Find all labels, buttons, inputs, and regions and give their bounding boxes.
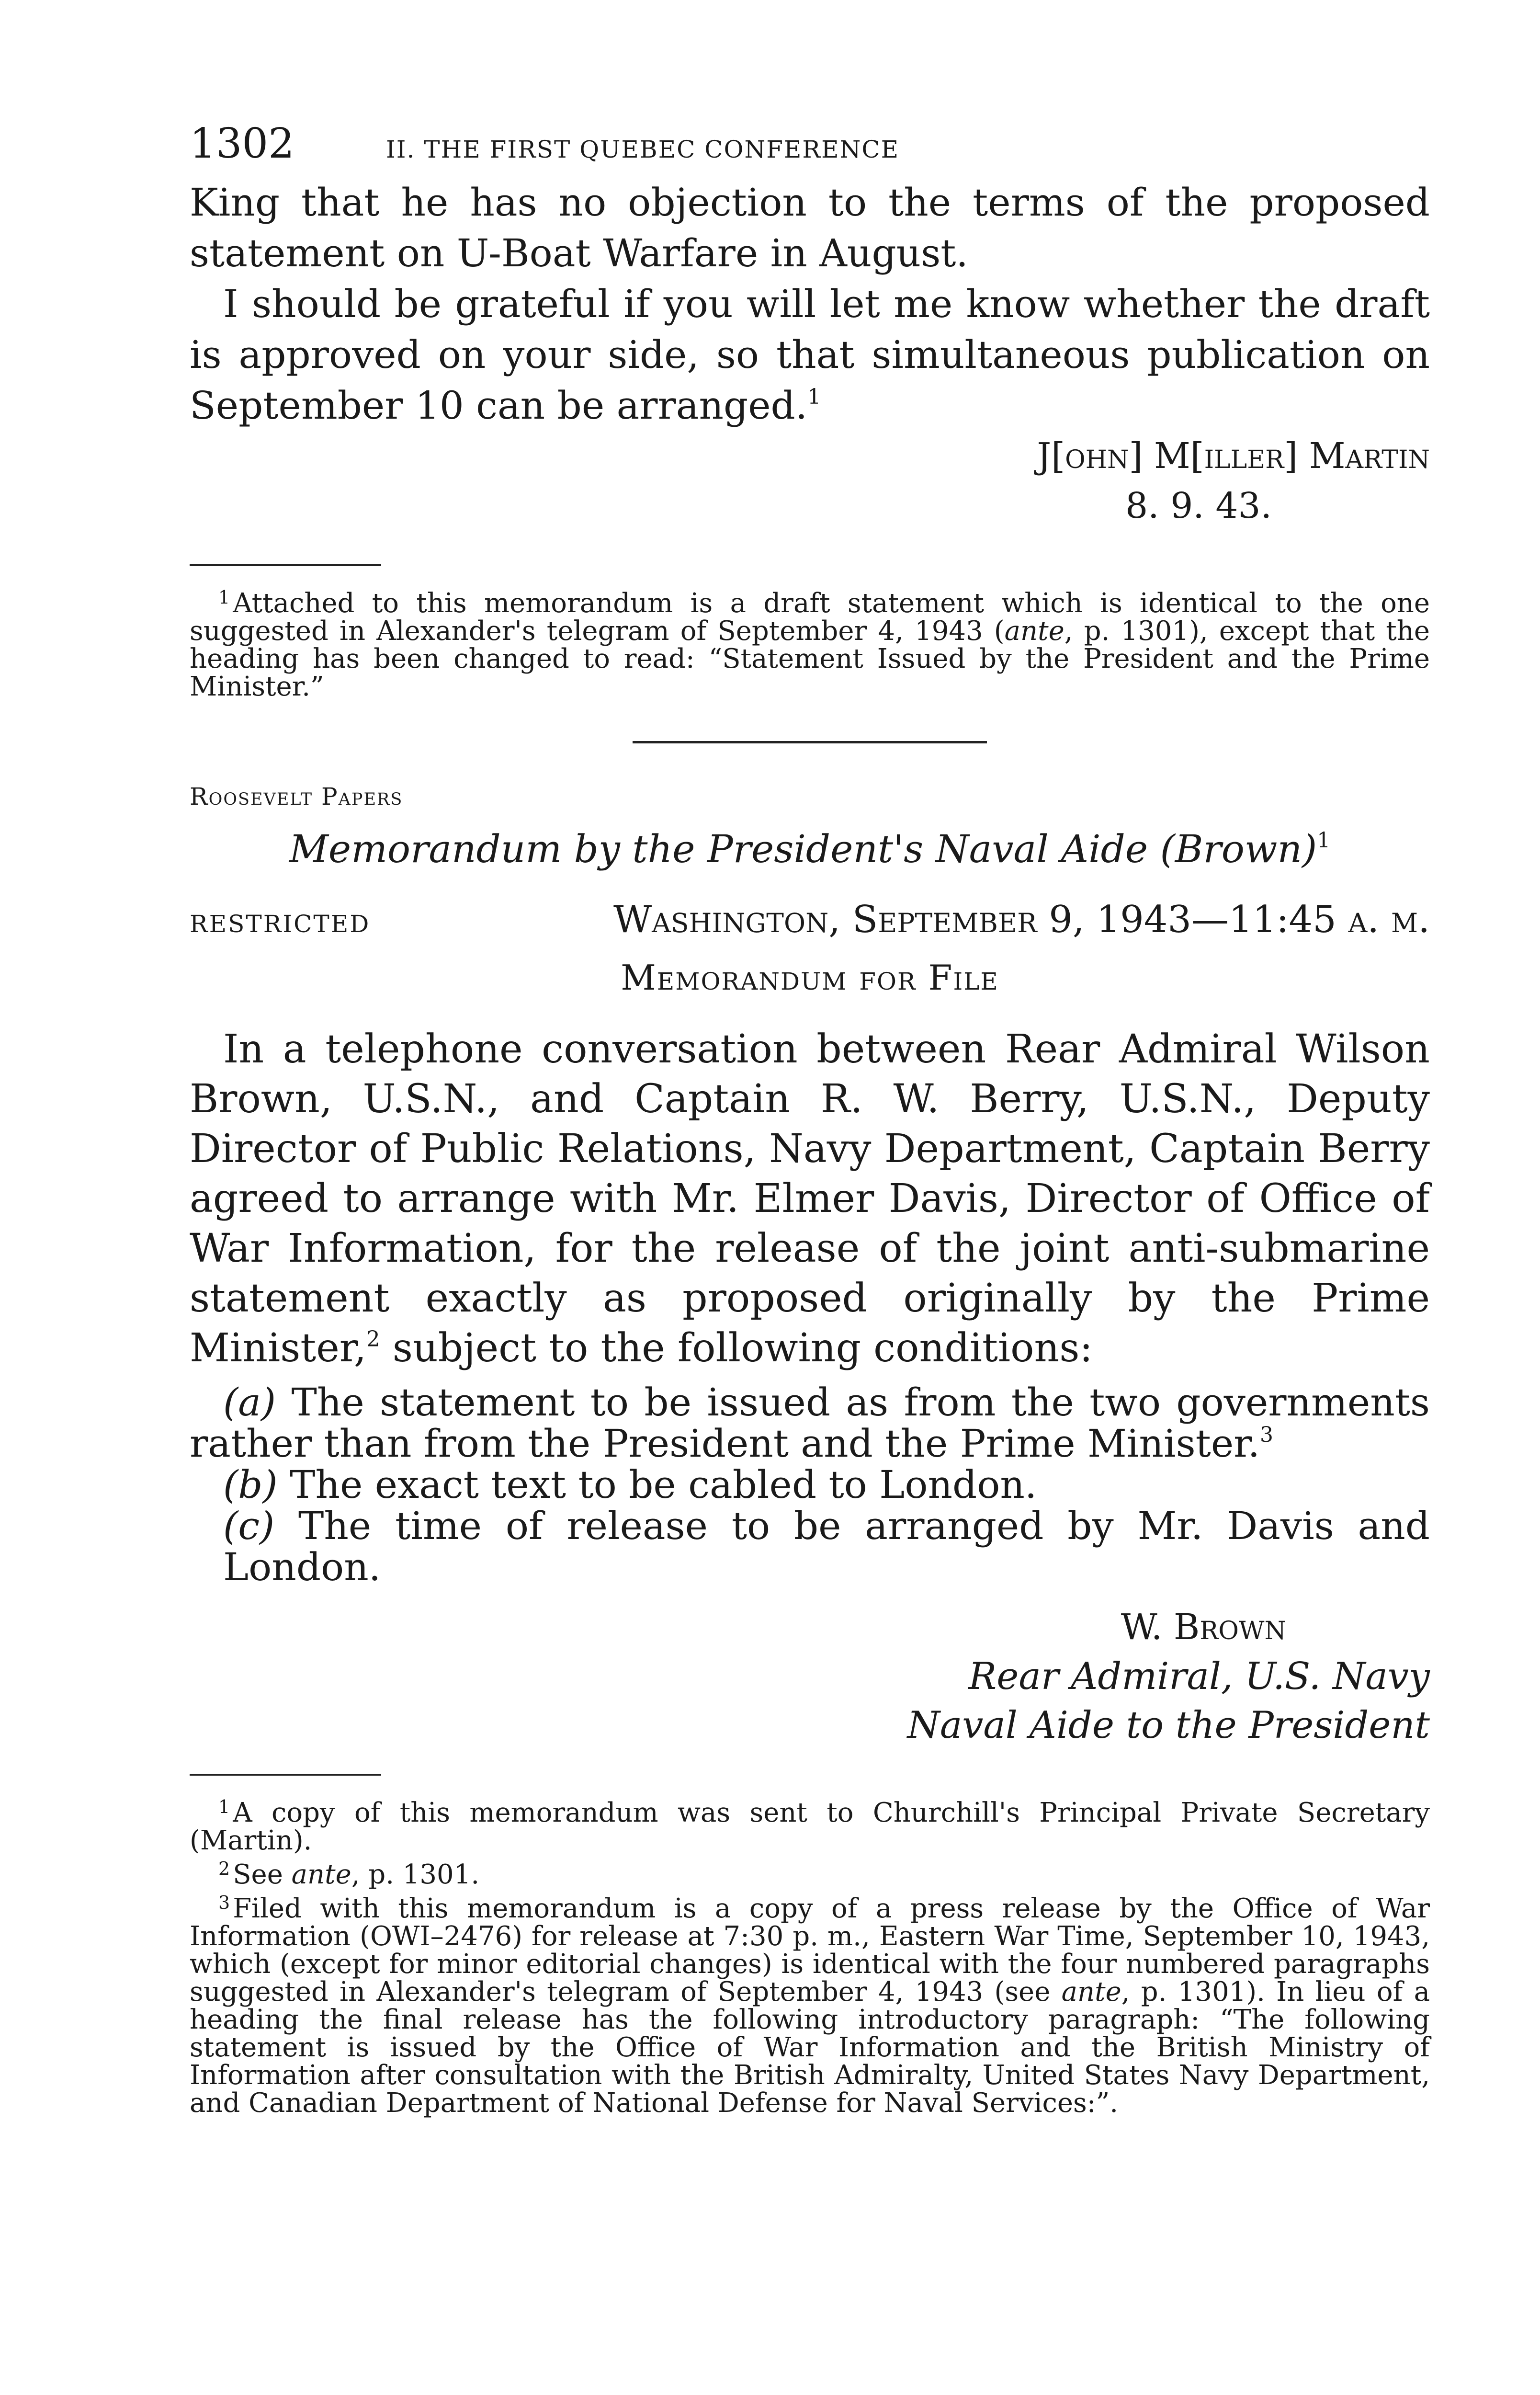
document-title bbox=[190, 827, 1430, 871]
section-divider bbox=[633, 741, 987, 743]
letter-date: 8. 9. 43. bbox=[1125, 485, 1272, 526]
footnote-text: See bbox=[233, 1859, 292, 1890]
footnote-number: 2 bbox=[218, 1858, 230, 1879]
letter-paragraph-2-text: I should be grateful if you will let me know whether the draft is approved on your side, so that simultaneous publication on September 10 can be arranged. bbox=[190, 282, 1430, 428]
footnote-number: 3 bbox=[218, 1892, 230, 1913]
signer-title-1: Rear Admiral, U.S. Navy bbox=[968, 1655, 1430, 1698]
condition-label: (b) bbox=[223, 1462, 278, 1507]
footnote-ref: 1 bbox=[807, 385, 821, 410]
page-header bbox=[190, 120, 1430, 177]
footnote-text: Attached to this memorandum is a draft statement which is identical to the one suggested in Alexander's telegram of September 4, 1943 ( bbox=[190, 588, 1430, 647]
footnote-italic: ante bbox=[1004, 616, 1064, 647]
condition-text: The exact text to be cabled to London. bbox=[290, 1462, 1037, 1507]
memo-paragraph bbox=[190, 1025, 1430, 1373]
memo-footnote-3 bbox=[190, 1889, 1430, 2117]
footnote-italic: ante bbox=[291, 1859, 351, 1890]
condition-label: (a) bbox=[223, 1380, 276, 1425]
memo-footnote-2 bbox=[190, 1855, 1430, 1889]
signer-title-2: Naval Aide to the President bbox=[907, 1704, 1430, 1747]
memo-footnotes bbox=[190, 1793, 1430, 2117]
condition-c bbox=[190, 1505, 1430, 1588]
footnote-ref: 3 bbox=[1260, 1423, 1274, 1448]
memo-paragraph-tail: subject to the following conditions: bbox=[380, 1325, 1093, 1371]
footnote-ref: 1 bbox=[1317, 828, 1331, 853]
dateline-row bbox=[190, 898, 1430, 941]
condition-label: (c) bbox=[223, 1504, 275, 1548]
footnote-text-tail: , p. 1301), except that the heading has been changed to read: “Statement Issued by the President and the Prime Minister.” bbox=[190, 616, 1430, 702]
running-head: II. THE FIRST QUEBEC CONFERENCE bbox=[386, 136, 900, 163]
footnote-ref: 2 bbox=[366, 1326, 380, 1352]
footnote-number: 1 bbox=[218, 1796, 230, 1817]
footnote-italic: ante bbox=[1061, 1976, 1121, 2007]
page-number: 1302 bbox=[190, 120, 294, 168]
memo-signer: W. Brown bbox=[1121, 1607, 1286, 1648]
condition-text: The time of release to be arranged by Mr. Davis and London. bbox=[223, 1504, 1430, 1589]
footnote-rule bbox=[190, 564, 381, 566]
footnote-text-tail: , p. 1301). In lieu of a heading the final release has the following introductory paragraph: “The following statement is issued by the Office of War Information and the British Ministry of Information after consultation with the British Admiralty, United States Navy Department, and Canadian Department of National Defense for Naval Services:”. bbox=[190, 1976, 1430, 2119]
footnote-text: Filed with this memorandum is a copy of a press release by the Office of War Information (OWI–2476) for release at 7:30 p. m., Eastern War Time, September 10, 1943, which (except for minor editorial changes) is identical with the four numbered paragraphs suggested in Alexander's telegram of September 4, 1943 (see bbox=[190, 1893, 1430, 2007]
letter-footnote bbox=[190, 583, 1430, 701]
letter-body bbox=[190, 177, 1430, 431]
memo-body bbox=[190, 1025, 1430, 1373]
letter-paragraph-2 bbox=[190, 279, 1430, 431]
letter-paragraph-1: King that he has no objection to the terms of the proposed statement on U-Boat Warfare in August. bbox=[190, 180, 1430, 275]
footnote-text: A copy of this memorandum was sent to Churchill's Principal Private Secretary (Martin). bbox=[190, 1797, 1430, 1856]
memo-footnote-1 bbox=[190, 1793, 1430, 1855]
memo-heading: Memorandum for File bbox=[621, 958, 999, 998]
condition-a bbox=[190, 1382, 1430, 1464]
document-title-text: Memorandum by the President's Naval Aide (Brown) bbox=[289, 827, 1317, 871]
source-label: Roosevelt Papers bbox=[190, 783, 403, 810]
memo-paragraph-text: In a telephone conversation between Rear Admiral Wilson Brown, U.S.N., and Captain R. W. Berry, U.S.N., Deputy Director of Public Relations, Navy Department, Captain Berry agreed to arrange with Mr. Elmer Davis, Director of Office of War Information, for the release of the joint anti-submarine statement exactly as proposed originally by the Prime Minister, bbox=[190, 1026, 1430, 1371]
dateline: Washington, September 9, 1943—11:45 a. m. bbox=[613, 898, 1430, 941]
letter-signature: J[ohn] M[iller] Martin bbox=[1037, 435, 1430, 477]
footnote-rule bbox=[190, 1774, 381, 1776]
condition-b bbox=[190, 1464, 1430, 1505]
classification-label: RESTRICTED bbox=[190, 910, 371, 938]
document-page bbox=[190, 120, 1430, 2117]
footnote-text-tail: , p. 1301. bbox=[351, 1859, 480, 1890]
condition-text: The statement to be issued as from the two governments rather than from the President and the Prime Minister. bbox=[190, 1380, 1430, 1466]
footnote-number: 1 bbox=[218, 587, 230, 608]
